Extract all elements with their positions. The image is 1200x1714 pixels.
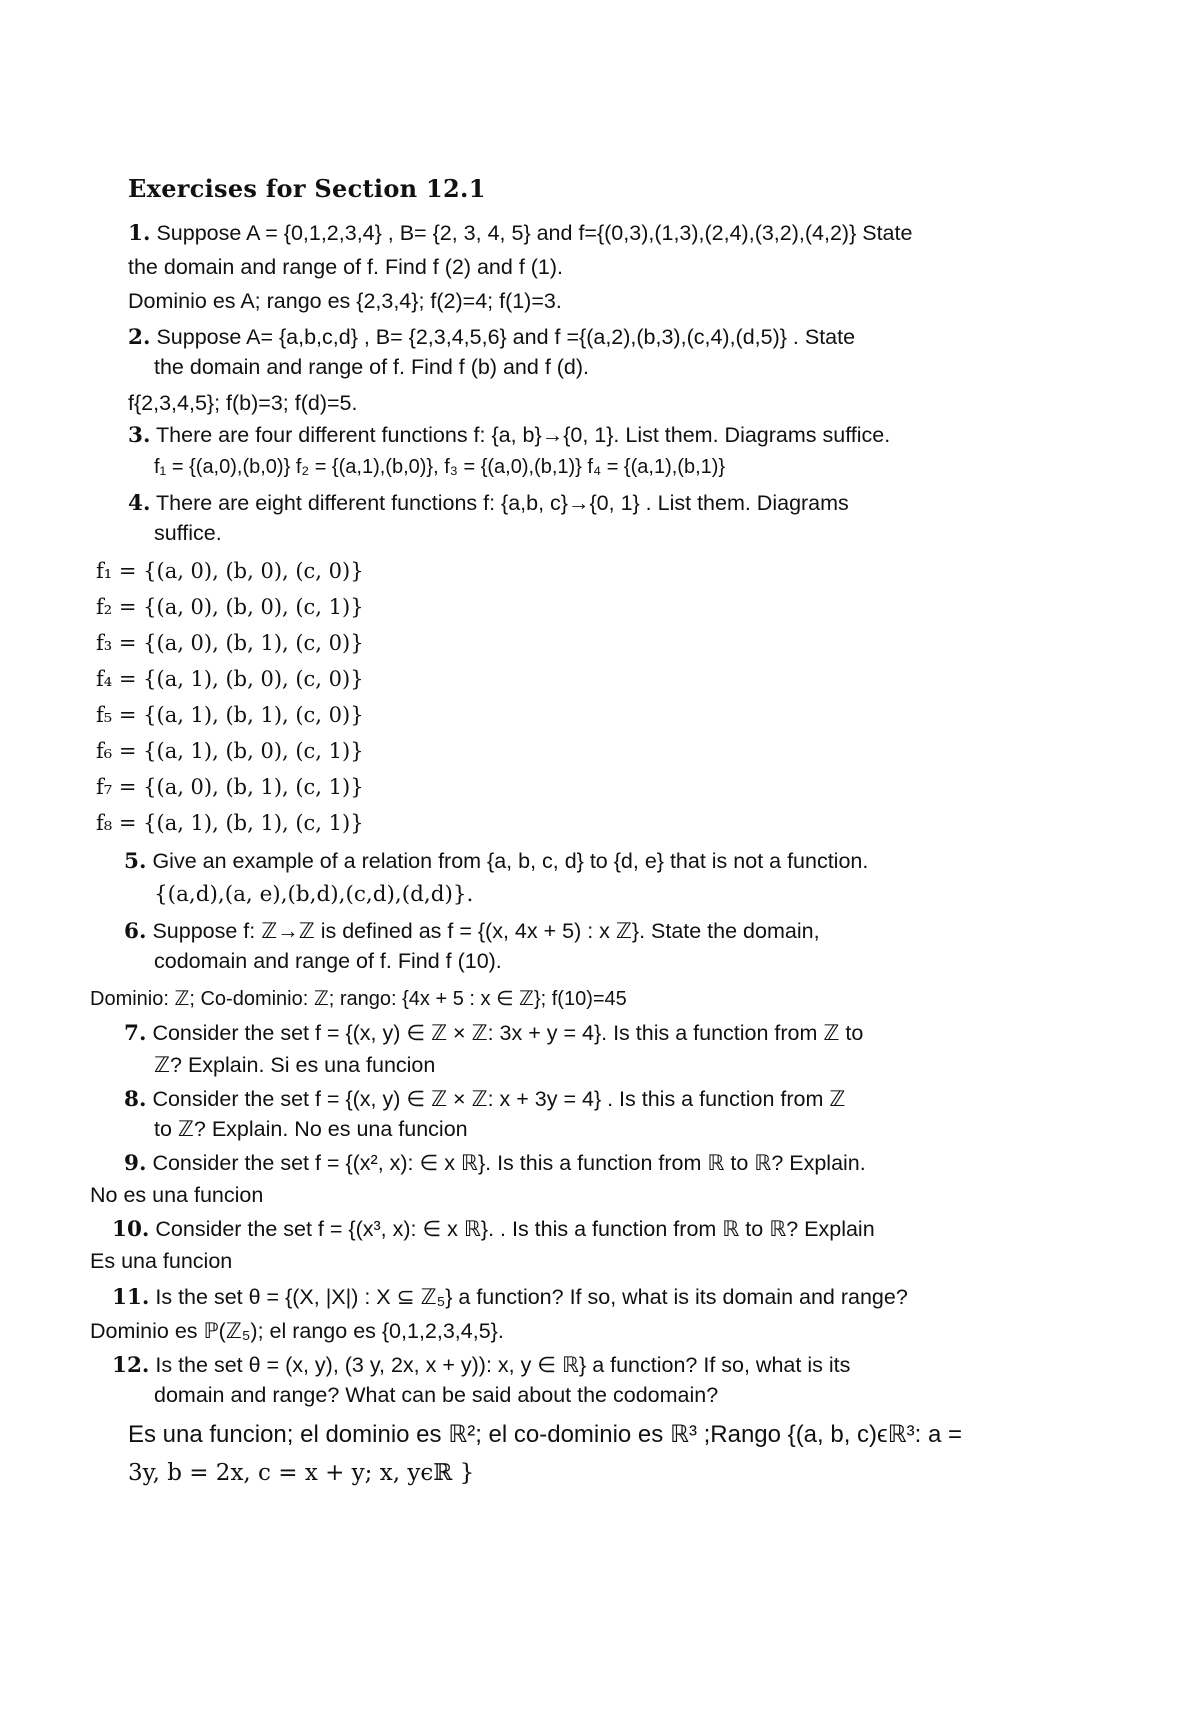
exercise-12-line-2: domain and range? What can be said about the codomain? [154,1383,719,1407]
function-f6: f₆ = {(a, 1), (b, 0), (c, 1)} [96,739,364,763]
exercise-11-answer: Dominio es ℙ(ℤ₅); el rango es {0,1,2,3,4,5}. [90,1319,504,1343]
exercise-text: Suppose A= {a,b,c,d} , B= {2,3,4,5,6} and f ={(a,2),(b,3),(c,4),(d,5)} . State [156,325,856,349]
exercise-6-line-2: codomain and range of f. Find f (10). [154,949,502,973]
exercise-3-answer: f₁ = {(a,0),(b,0)} f₂ = {(a,1),(b,0)}, f₃ = {(a,0),(b,1)} f₄ = {(a,1),(b,1)} [154,456,726,478]
exercise-1-line-1 [128,220,912,247]
exercise-number: 1. [128,221,151,246]
exercise-11-line-1 [112,1284,908,1311]
function-f7: f₇ = {(a, 0), (b, 1), (c, 1)} [96,775,364,799]
exercise-1-line-2: the domain and range of f. Find f (2) and f (1). [128,255,564,279]
exercise-number: 12. [112,1353,150,1378]
exercise-4-line-2: suffice. [154,521,222,545]
exercise-number: 8. [124,1087,147,1112]
function-f5: f₅ = {(a, 1), (b, 1), (c, 0)} [96,703,364,727]
exercise-text: Suppose f: ℤ→ℤ is defined as f = {(x, 4x + 5) : x ℤ}. State the domain, [152,919,820,943]
exercise-6-answer: Dominio: ℤ; Co-dominio: ℤ; rango: {4x + 5 : x ∈ ℤ}; f(10)=45 [90,988,627,1010]
exercise-text: Consider the set f = {(x², x): ∈ x ℝ}. Is this a function from ℝ to ℝ? Explain. [152,1151,866,1175]
exercise-10-line-1 [112,1216,875,1243]
function-f2: f₂ = {(a, 0), (b, 0), (c, 1)} [96,595,364,619]
exercise-2-line-2: the domain and range of f. Find f (b) and f (d). [154,355,590,379]
exercise-4-line-1 [128,490,849,517]
function-f4: f₄ = {(a, 1), (b, 0), (c, 0)} [96,667,364,691]
exercise-2-answer: f{2,3,4,5}; f(b)=3; f(d)=5. [128,391,358,415]
exercise-1-answer: Dominio es A; rango es {2,3,4}; f(2)=4; f(1)=3. [128,289,562,313]
exercise-number: 4. [128,491,151,516]
exercise-2-line-1 [128,324,855,351]
exercise-8-line-1 [124,1086,845,1113]
function-f3: f₃ = {(a, 0), (b, 1), (c, 0)} [96,631,364,655]
exercise-9-line-1 [124,1150,866,1177]
exercise-text: There are four different functions f: {a, b}→{0, 1}. List them. Diagrams suffice. [156,423,891,447]
exercise-text: Suppose A = {0,1,2,3,4} , B= {2, 3, 4, 5} and f={(0,3),(1,3),(2,4),(3,2),(4,2)} State [156,221,913,245]
exercise-text: There are eight different functions f: {a,b, c}→{0, 1} . List them. Diagrams [156,491,849,515]
exercise-number: 5. [124,849,147,874]
exercise-text: Give an example of a relation from {a, b, c, d} to {d, e} that is not a function. [152,849,869,873]
exercise-text: Is the set θ = {(X, |X|) : X ⊆ ℤ₅} a function? If so, what is its domain and range? [155,1285,908,1309]
function-f1: f₁ = {(a, 0), (b, 0), (c, 0)} [96,559,364,583]
exercise-10-answer: Es una funcion [90,1249,233,1273]
exercise-text: Consider the set f = {(x, y) ∈ ℤ × ℤ: 3x + y = 4}. Is this a function from ℤ to [152,1021,864,1045]
exercise-number: 6. [124,919,147,944]
exercise-text: Is the set θ = (x, y), (3 y, 2x, x + y)): x, y ∈ ℝ} a function? If so, what is its [155,1353,851,1377]
exercise-12-line-1 [112,1352,850,1379]
exercise-6-line-1 [124,918,820,945]
exercise-3-line-1 [128,422,890,449]
exercise-7-line-1 [124,1020,863,1047]
function-f8: f₈ = {(a, 1), (b, 1), (c, 1)} [96,811,364,835]
exercise-number: 11. [112,1285,150,1310]
exercise-number: 2. [128,325,151,350]
exercise-8-answer: to ℤ? Explain. No es una funcion [154,1117,468,1141]
section-title: Exercises for Section 12.1 [128,174,486,203]
exercise-number: 10. [112,1217,150,1242]
exercise-5-answer: {(a,d),(a, e),(b,d),(c,d),(d,d)}. [154,882,474,907]
exercise-12-answer-line-1: Es una funcion; el dominio es ℝ²; el co-dominio es ℝ³ ;Rango {(a, b, c)ϵℝ³: a = [128,1421,963,1448]
exercise-12-answer-line-2: 3y, b = 2x, c = x + y; x, yϵℝ } [128,1460,475,1486]
exercise-9-answer: No es una funcion [90,1183,264,1207]
exercise-number: 9. [124,1151,147,1176]
exercise-text: Consider the set f = {(x³, x): ∈ x ℝ}. . Is this a function from ℝ to ℝ? Explain [155,1217,875,1241]
exercise-7-answer: ℤ? Explain. Si es una funcion [154,1053,436,1077]
exercise-5-line-1 [124,848,868,875]
exercise-number: 3. [128,423,151,448]
exercise-text: Consider the set f = {(x, y) ∈ ℤ × ℤ: x + 3y = 4} . Is this a function from ℤ [152,1087,846,1111]
exercise-number: 7. [124,1021,147,1046]
